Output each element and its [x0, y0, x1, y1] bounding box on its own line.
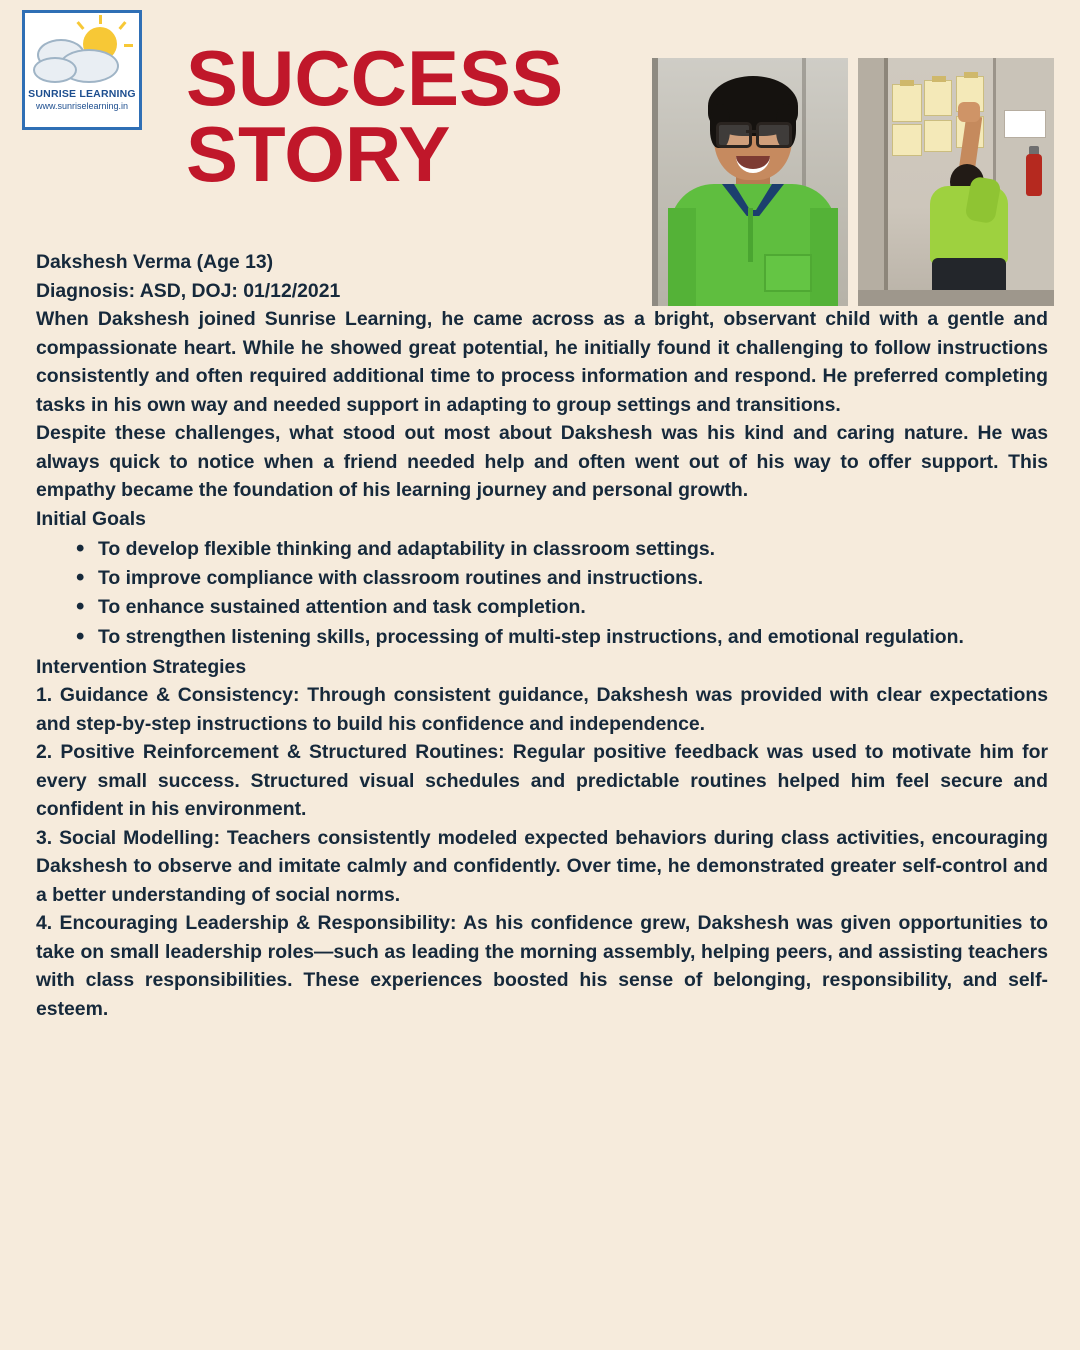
fire-extinguisher — [1026, 154, 1042, 196]
title-line-1: SUCCESS — [186, 34, 564, 122]
tape-piece — [900, 80, 914, 86]
wall-chart — [892, 124, 922, 156]
eyeglass-lens-left — [716, 122, 752, 148]
intervention-item-2: 2. Positive Reinforcement & Structured Routines: Regular positive feedback was used to motivate him for every small success. Structured visual schedules and predictable routines helped him feel secure and confident in his environment. — [36, 741, 1048, 821]
intervention-item-3: 3. Social Modelling: Teachers consistently modeled expected behaviors during class activities, encouraging Dakshesh to observe and imitate calmly and confidently. Over time, he demonstrated greater self-control and a better understanding of social norms. — [36, 826, 1048, 906]
list-item: • To develop flexible thinking and adaptability in classroom settings. — [82, 535, 1048, 563]
wall-chart — [924, 80, 952, 116]
tape-piece — [964, 72, 978, 78]
eyeglass-lens-right — [756, 122, 792, 148]
sun-cloud-icon — [25, 13, 139, 87]
intervention-heading: Intervention Strategies — [36, 655, 247, 678]
list-item: • To improve compliance with classroom routines and instructions. — [82, 564, 1048, 592]
story-paragraph-2: Despite these challenges, what stood out most about Dakshesh was his kind and caring nature. He was always quick to notice when a friend needed help and often went out of his way to offer support. This empathy became the foundation of his learning journey and personal growth. — [36, 422, 1048, 502]
wall-chart — [924, 120, 952, 152]
tape-piece — [932, 76, 946, 82]
wall-chart — [892, 84, 922, 122]
sun-ray — [124, 44, 133, 47]
story-content — [36, 248, 1048, 1023]
initial-goals-list — [36, 535, 1048, 651]
story-paragraph-1: When Dakshesh joined Sunrise Learning, he came across as a bright, observant child with a gentle and compassionate heart. While he showed great potential, he initially found it challenging to follow instructions consistently and often required additional time to process information and respond. He preferred completing tasks in his own way and needed support in adapting to group settings and transitions. — [36, 308, 1048, 416]
page-title — [186, 34, 616, 199]
sun-ray — [118, 21, 126, 30]
cloud-shape — [33, 57, 77, 83]
brand-name: SUNRISE LEARNING — [28, 88, 136, 100]
student-diagnosis: Diagnosis: ASD, DOJ: 01/12/2021 — [36, 279, 341, 302]
list-item: • To enhance sustained attention and task completion. — [82, 593, 1048, 621]
sun-ray — [99, 15, 102, 24]
brand-logo — [22, 10, 142, 130]
wall-sign — [1004, 110, 1046, 138]
initial-goals-heading: Initial Goals — [36, 507, 146, 530]
student-name-age: Dakshesh Verma (Age 13) — [36, 251, 274, 273]
brand-website: www.sunriselearning.in — [35, 101, 129, 112]
hand — [958, 102, 980, 122]
eyeglass-bridge — [746, 130, 758, 133]
intervention-item-1: 1. Guidance & Consistency: Through consistent guidance, Dakshesh was provided with clear expectations and step-by-step instructions to build his confidence and independence. — [36, 684, 1048, 735]
intervention-item-4: 4. Encouraging Leadership & Responsibility: As his confidence grew, Dakshesh was given opportunities to take on small leadership roles—such as leading the morning assembly, helping peers, and assisting teachers with class responsibilities. These experiences boosted his sense of belonging, responsibility, and self-esteem. — [36, 912, 1048, 1020]
title-line-2: STORY — [186, 110, 451, 199]
sun-ray — [76, 21, 84, 30]
list-item: • To strengthen listening skills, processing of multi-step instructions, and emotional regulation. — [82, 623, 1048, 651]
